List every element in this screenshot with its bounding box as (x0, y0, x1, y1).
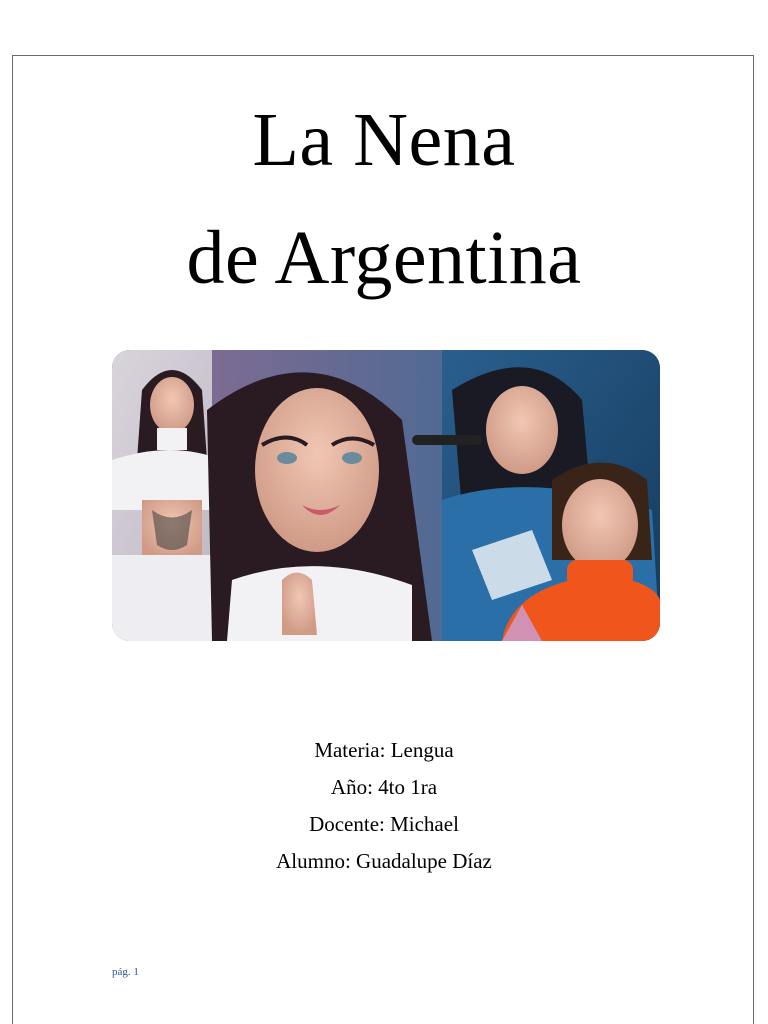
cover-photo-collage (112, 350, 660, 641)
page-number: pág. 1 (112, 966, 139, 978)
title-line-2: de Argentina (186, 216, 582, 300)
year-line: Año: 4to 1ra (330, 775, 438, 799)
title-line-1: La Nena (252, 98, 516, 182)
subject-line: Materia: Lengua (314, 738, 454, 762)
student-line: Alumno: Guadalupe Díaz (276, 849, 492, 873)
teacher-line: Docente: Michael (309, 812, 459, 836)
